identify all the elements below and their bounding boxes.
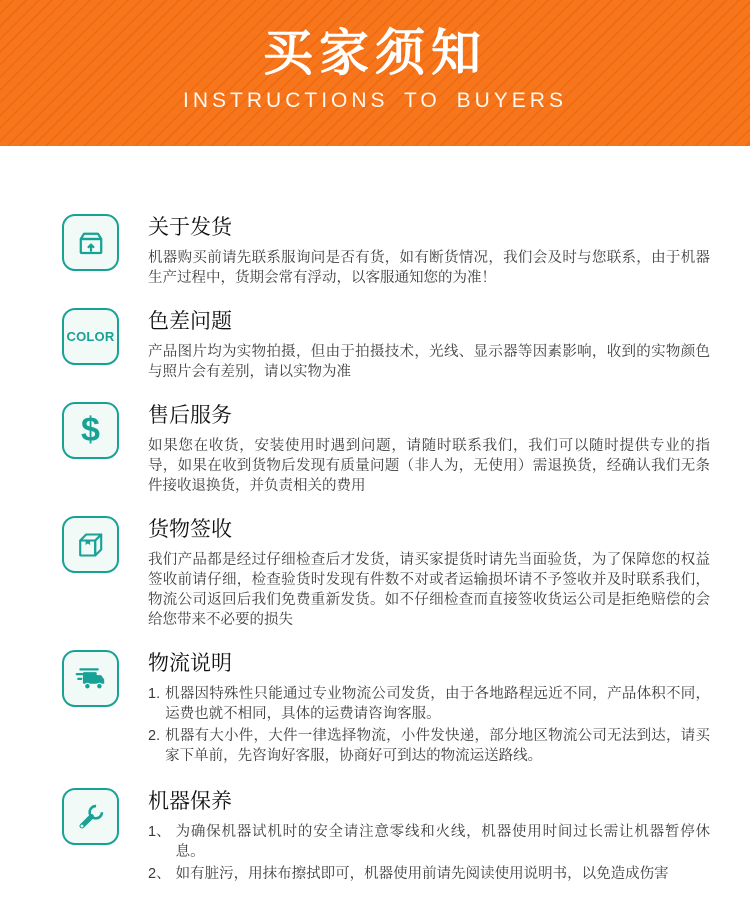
section-color-difference bbox=[62, 308, 710, 382]
logistics-list bbox=[148, 684, 710, 766]
list-item-text: 机器有大小件，大件一律选择物流，小件发快递，部分地区物流公司无法到达，请买家下单前，先咨询好客服，协商好可到达的物流运送路线。 bbox=[165, 728, 710, 764]
truck-icon bbox=[62, 650, 119, 707]
package-icon bbox=[62, 214, 119, 271]
page-title: 买家须知 bbox=[263, 25, 487, 81]
box-icon bbox=[62, 516, 119, 573]
list-item-text: 机器因特殊性只能通过专业物流公司发货，由于各地路程远近不同，产品体积不同，运费也就不相同，具体的运费请咨询客服。 bbox=[165, 686, 710, 722]
wrench-icon bbox=[62, 788, 119, 845]
section-body: 产品图片均为实物拍摄，但由于拍摄技术，光线、显示器等因素影响，收到的实物颜色与照片会有差别，请以实物为准 bbox=[148, 344, 710, 380]
section-shipping bbox=[62, 214, 710, 288]
section-title: 售后服务 bbox=[148, 404, 232, 427]
list-item-text: 如有脏污，用抹布擦拭即可，机器使用前请先阅读使用说明书，以免造成伤害 bbox=[175, 866, 669, 882]
list-item-number: 1. bbox=[148, 686, 161, 702]
list-item bbox=[148, 726, 710, 766]
page-subtitle: INSTRUCTIONS TO BUYERS bbox=[183, 89, 567, 112]
list-item bbox=[148, 684, 710, 724]
color-icon-label: COLOR bbox=[66, 329, 115, 344]
section-title: 物流说明 bbox=[148, 652, 232, 675]
list-item-number: 2、 bbox=[148, 866, 171, 882]
section-after-sales bbox=[62, 402, 710, 496]
section-goods-receipt bbox=[62, 516, 710, 630]
header-banner bbox=[0, 0, 750, 146]
section-logistics bbox=[62, 650, 710, 768]
section-maintenance bbox=[62, 788, 710, 886]
section-body: 如果您在收货，安装使用时遇到问题，请随时联系我们，我们可以随时提供专业的指导，如果在收到货物后发现有质量问题（非人为，无使用）需退换货，经确认我们无条件接收退换货，并负责相关的费用 bbox=[148, 438, 710, 494]
section-title: 货物签收 bbox=[148, 518, 232, 541]
section-body: 机器购买前请先联系服询问是否有货，如有断货情况，我们会及时与您联系，由于机器生产过程中，货期会常有浮动，以客服通知您的为准！ bbox=[148, 250, 710, 286]
dollar-icon bbox=[62, 402, 119, 459]
section-title: 机器保养 bbox=[148, 790, 232, 813]
list-item-number: 1、 bbox=[148, 824, 171, 840]
section-title: 色差问题 bbox=[148, 310, 232, 333]
list-item bbox=[148, 822, 710, 862]
maintenance-list bbox=[148, 822, 710, 884]
color-icon bbox=[62, 308, 119, 365]
sections-container bbox=[0, 146, 750, 886]
list-item-number: 2. bbox=[148, 728, 161, 744]
list-item bbox=[148, 864, 710, 884]
section-body: 我们产品都是经过仔细检查后才发货，请买家提货时请先当面验货，为了保障您的权益签收前请仔细，检查验货时发现有件数不对或者运输损坏请不予签收并及时联系我们，物流公司返回后我们免费重新发货。如不仔细检查而直接签收货运公司是拒绝赔偿的会给您带来不必要的损失 bbox=[148, 552, 710, 628]
list-item-text: 为确保机器试机时的安全请注意零线和火线，机器使用时间过长需让机器暂停休息。 bbox=[175, 824, 710, 860]
dollar-icon-glyph: $ bbox=[81, 410, 100, 449]
section-title: 关于发货 bbox=[148, 216, 232, 239]
